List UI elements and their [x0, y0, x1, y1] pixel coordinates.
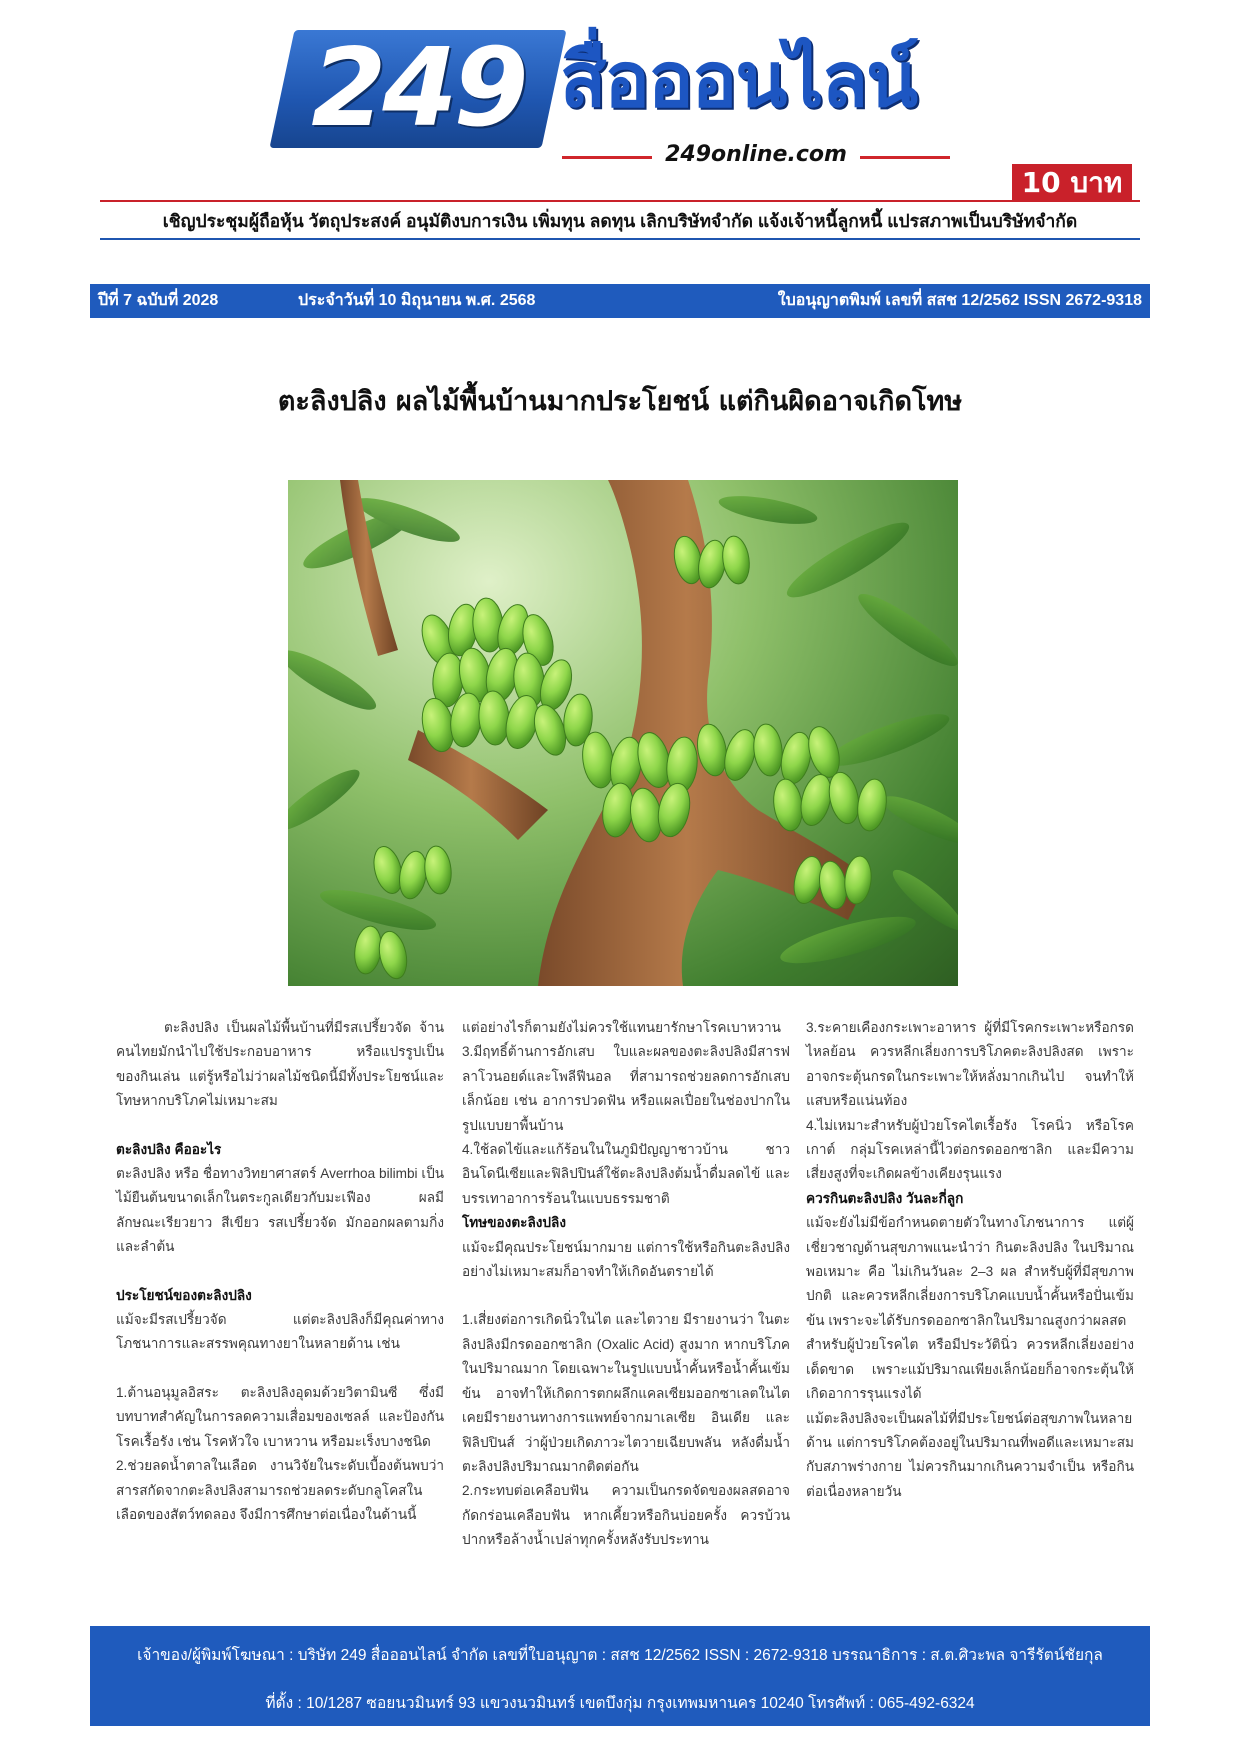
tree-trunk: [340, 480, 868, 986]
paragraph-gap: [116, 1357, 444, 1381]
footer-publisher-line: เจ้าของ/ผู้พิมพ์โฆษณา : บริษัท 249 สื่อออนไลน์ จำกัด เลขที่ใบอนุญาต : สสช 12/2562 ISSN : 2672-9318 บรรณาธิการ : ส.ต.ศิวะพล จารีรัตน์ชัยกุล: [137, 1647, 1103, 1664]
paragraph-gap: [462, 1284, 790, 1308]
section-heading: โทษของตะลิงปลิง: [462, 1215, 567, 1231]
paragraph-gap: [116, 1114, 444, 1138]
body-paragraph: 3.มีฤทธิ์ต้านการอักเสบ ใบและผลของตะลิงปลิงมีสารฟลาโวนอยด์และโพลีฟีนอล ที่สามารถช่วยลดการอักเสบเล็กน้อย เช่น อาการปวดฟัน หรือแผลเปื่อยในช่องปากในรูปแบบยาพื้นบ้าน: [462, 1044, 790, 1133]
issue-number: ปีที่ 7 ฉบับที่ 2028: [98, 292, 219, 309]
footer-address-line: ที่ตั้ง : 10/1287 ซอยนวมินทร์ 93 แขวงนวมินทร์ เขตบึงกุ่ม กรุงเทพมหานคร 10240 โทรศัพท์ : 065-492-6324: [265, 1695, 975, 1712]
body-paragraph: 1.เสี่ยงต่อการเกิดนิ่วในไต และไตวาย มีรายงานว่า ในตะลิงปลิงมีกรดออกซาลิก (Oxalic Acid) สูงมาก หากบริโภคในปริมาณมาก โดยเฉพาะในรูปแบบน้ำคั้นหรือน้ำคั้นเข้มข้น อาจทำให้เกิดการตกผลึกแคลเซียมออกซาเลตในไต เคยมีรายงานทางการแพทย์จากมาเลเซีย อินเดีย และฟิลิปปินส์ ว่าผู้ป่วยเกิดภาวะไตวายเฉียบพลัน หลังดื่มน้ำตะลิงปลิงปริมาณมากติดต่อกัน: [462, 1312, 790, 1474]
body-paragraph: 1.ต้านอนุมูลอิสระ ตะลิงปลิงอุดมด้วยวิตามินซี ซึ่งมีบทบาทสำคัญในการลดความเสื่อมของเซลล์ และป้องกันโรคเรื้อรัง เช่น โรคหัวใจ เบาหวาน หรือมะเร็งบางชนิด: [116, 1384, 444, 1449]
article-column-1: [116, 1016, 444, 1527]
logo-thai-wordmark: สื่อออนไลน์: [560, 35, 917, 124]
price-badge: 10 บาท: [1012, 164, 1132, 202]
masthead-rule-red: [100, 200, 1140, 202]
body-paragraph: 2.ช่วยลดน้ำตาลในเลือด งานวิจัยในระดับเบื้องต้นพบว่า สารสกัดจากตะลิงปลิงสามารถช่วยลดระดับกลูโคสในเลือดของสัตว์ทดลอง จึงมีการศึกษาต่อเนื่องในด้านนี้: [116, 1458, 444, 1522]
bilimbi-tree-illustration: [288, 480, 958, 986]
body-paragraph: 4.ไม่เหมาะสำหรับผู้ป่วยโรคไตเรื้อรัง โรคนิ่ว หรือโรคเกาต์ กลุ่มโรคเหล่านี้ไวต่อกรดออกซาลิก และมีความเสี่ยงสูงที่จะเกิดผลข้างเคียงรุนแรง: [806, 1117, 1134, 1182]
body-paragraph: แม้จะยังไม่มีข้อกำหนดตายตัวในทางโภชนาการ แต่ผู้เชี่ยวชาญด้านสุขภาพแนะนำว่า กินตะลิงปลิง ในปริมาณพอเหมาะ คือ ไม่เกินวันละ 2–3 ผล สำหรับผู้ที่มีสุขภาพปกติ และควรหลีกเลี่ยงการบริโภคแบบน้ำคั้นหรือปั่นเข้มข้น เพราะจะได้รับกรดออกซาลิกในปริมาณสูงกว่าผลสด: [806, 1215, 1134, 1328]
body-paragraph: 3.ระคายเคืองกระเพาะอาหาร ผู้ที่มีโรคกระเพาะหรือกรดไหลย้อน ควรหลีกเลี่ยงการบริโภคตะลิงปลิงสด เพราะอาจกระตุ้นกรดในกระเพาะให้หลั่งมากเกินไป จนทำให้แสบหรือแน่นท้อง: [806, 1020, 1134, 1109]
publisher-footer: [90, 1626, 1150, 1726]
logo-underline-right: [860, 156, 950, 159]
article-column-2: [462, 1016, 790, 1553]
section-heading: ควรกินตะลิงปลิง วันละกี่ลูก: [806, 1190, 964, 1206]
masthead-rule-blue: [100, 238, 1140, 240]
article-column-3: [806, 1016, 1134, 1504]
body-paragraph: แม้ตะลิงปลิงจะเป็นผลไม้ที่มีประโยชน์ต่อสุขภาพในหลายด้าน แต่การบริโภคต้องอยู่ในปริมาณที่พอดีและเหมาะสมกับสภาพร่างกาย ไม่ควรกินมากเกินความจำเป็น หรือกินต่อเนื่องหลายวัน: [806, 1410, 1134, 1499]
body-paragraph: แม้จะมีรสเปรี้ยวจัด แต่ตะลิงปลิงก็มีคุณค่าทางโภชนาการและสรรพคุณทางยาในหลายด้าน เช่น: [116, 1312, 444, 1352]
issue-info-bar: [90, 284, 1150, 318]
body-paragraph: แต่อย่างไรก็ตามยังไม่ควรใช้แทนยารักษาโรคเบาหวาน: [462, 1020, 781, 1035]
intro-paragraph: ตะลิงปลิง เป็นผลไม้พื้นบ้านที่มีรสเปรี้ยวจัด จ้าน คนไทยมักนำไปใช้ประกอบอาหาร หรือแปรรูปเป็นของกินเล่น แต่รู้หรือไม่ว่าผลไม้ชนิดนี้มีทั้งประโยชน์และโทษหากบริโภคไม่เหมาะสม: [116, 1020, 444, 1109]
section-heading: ตะลิงปลิง คืออะไร: [116, 1141, 222, 1157]
services-line: เชิญประชุมผู้ถือหุ้น วัตถุประสงค์ อนุมัติงบการเงิน เพิ่มทุน ลดทุน เลิกบริษัทจำกัด แจ้งเจ้าหนี้ลูกหนี้ แปรสภาพเป็นบริษัทจำกัด: [162, 211, 1078, 231]
masthead: [0, 0, 1240, 200]
body-paragraph: ตะลิงปลิง หรือ ชื่อทางวิทยาศาสตร์ Averrhoa bilimbi เป็นไม้ยืนต้นขนาดเล็กในตระกูลเดียวกับมะเฟือง ผลมีลักษณะเรียวยาว สีเขียว รสเปรี้ยวจัด มักออกผลตามกิ่งและลำต้น: [116, 1166, 444, 1255]
section-heading: ประโยชน์ของตะลิงปลิง: [116, 1287, 252, 1303]
paragraph-gap: [116, 1260, 444, 1284]
logo-249-badge: [269, 26, 566, 151]
logo-number: 249: [311, 26, 525, 151]
logo-url: 249online.com: [665, 142, 847, 167]
print-license: ใบอนุญาตพิมพ์ เลขที่ สสช 12/2562 ISSN 2672-9318: [777, 292, 1142, 309]
issue-date: ประจำวันที่ 10 มิถุนายน พ.ศ. 2568: [298, 292, 536, 309]
article-photo: [288, 480, 958, 986]
body-paragraph: แม้จะมีคุณประโยชน์มากมาย แต่การใช้หรือกินตะลิงปลิงอย่างไม่เหมาะสมก็อาจทำให้เกิดอันตรายได้: [462, 1239, 790, 1280]
article-headline: ตะลิงปลิง ผลไม้พื้นบ้านมากประโยชน์ แต่กินผิดอาจเกิดโทษ: [277, 386, 963, 417]
body-paragraph: 4.ใช้ลดไข้และแก้ร้อนในในภูมิปัญญาชาวบ้าน ชาวอินโดนีเซียและฟิลิปปินส์ใช้ตะลิงปลิงต้มน้ำดื่มลดไข้ และบรรเทาอาการร้อนในแบบธรรมชาติ: [462, 1142, 790, 1206]
body-paragraph: สำหรับผู้ป่วยโรคไต หรือมีประวัตินิ่ว ควรหลีกเลี่ยงอย่างเด็ดขาด เพราะแม้ปริมาณเพียงเล็กน้อยก็อาจกระตุ้นให้เกิดอาการรุนแรงได้: [806, 1337, 1134, 1402]
logo-underline-left: [562, 156, 652, 159]
body-paragraph: 2.กระทบต่อเคลือบฟัน ความเป็นกรดจัดของผลสดอาจกัดกร่อนเคลือบฟัน หากเคี้ยวหรือกินบ่อยครั้ง ควรบ้วนปากหรือล้างน้ำเปล่าทุกครั้งหลังรับประทาน: [462, 1483, 790, 1548]
